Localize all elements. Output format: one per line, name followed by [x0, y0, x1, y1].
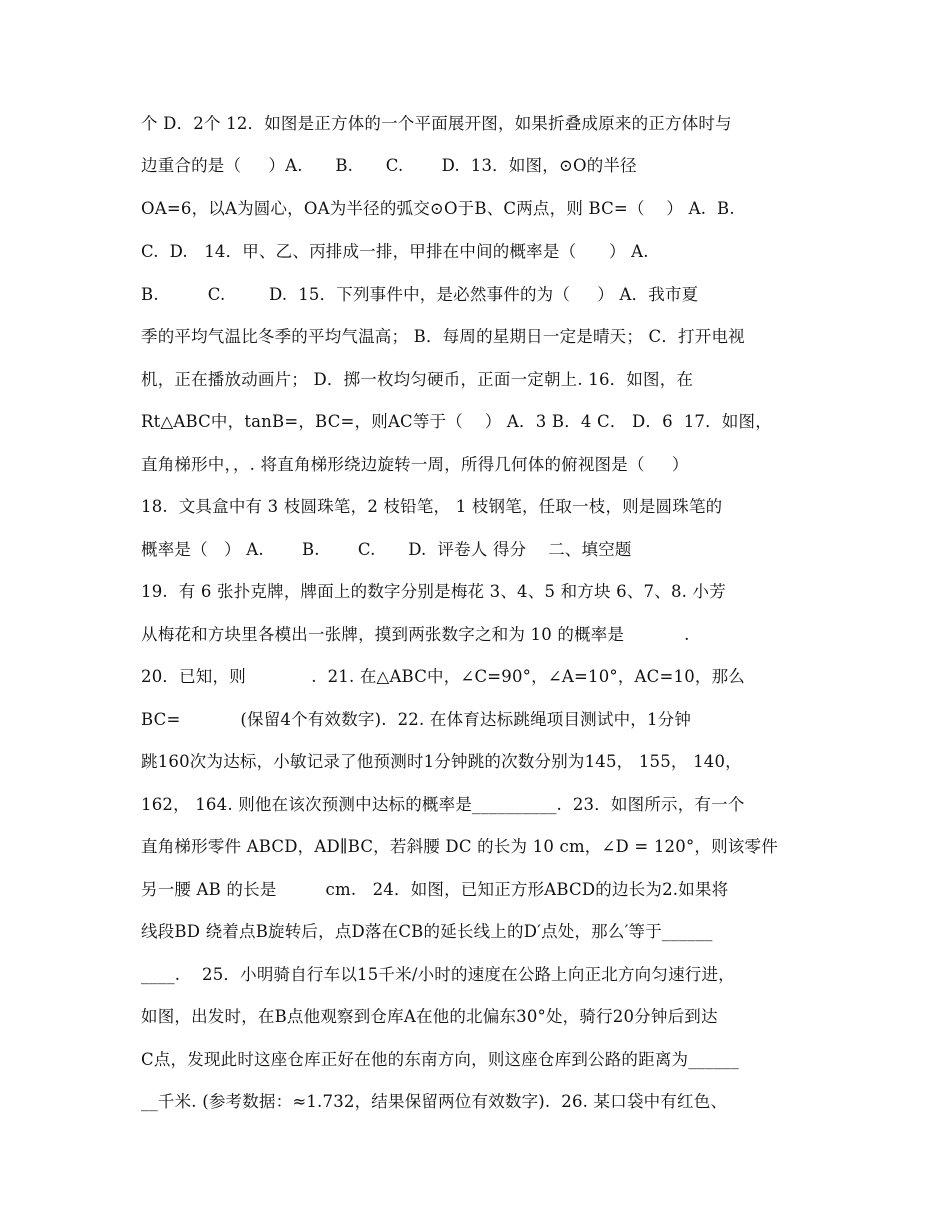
text-line: 从梅花和方块里各模出一张牌，摸到两张数字之和为 10 的概率是 .	[141, 625, 690, 644]
text-line: ____. 25．小明骑自行车以15千米/小时的速度在公路上向正北方向匀速行进，	[141, 965, 735, 984]
text-line: C点，发现此时这座仓库正好在他的东南方向，则这座仓库到公路的距离为______	[141, 1050, 739, 1069]
text-line: 个 D．2个 12．如图是正方体的一个平面展开图，如果折叠成原来的正方体时与	[141, 114, 732, 133]
text-line: 20．已知，则 . 21. 在△ABC中，∠C=90°，∠A=10°，AC=10，那么	[141, 667, 746, 686]
text-line: 另一腰 AB 的长是 cm. 24．如图，已知正方形ABCD的边长为2.如果将	[141, 880, 729, 899]
text-line: 如图，出发时，在B点他观察到仓库A在他的北偏东30°处，骑行20分钟后到达	[141, 1007, 718, 1026]
text-line: 线段BD 绕着点B旋转后，点D落在CB的延长线上的D′点处，那么′等于______	[141, 922, 713, 941]
text-line: BC= (保留4个有效数字). 22. 在体育达标跳绳项目测试中，1分钟	[141, 710, 692, 729]
text-line: 18. 文具盒中有 3 枝圆珠笔，2 枝铅笔， 1 枝钢笔，任取一枝，则是圆珠笔的	[141, 497, 723, 516]
text-line: Rt△ABC中，tanB=，BC=，则AC等于（ ） A．3 B．4 C． D．6 17．如图，	[141, 412, 772, 431]
text-line: __千米. (参考数据：≈1.732，结果保留两位有效数字). 26. 某口袋中有红色、	[141, 1092, 728, 1111]
text-line: 跳160次为达标，小敏记录了他预测时1分钟跳的次数分别为145， 155， 140，	[141, 752, 742, 771]
text-line: 19. 有 6 张扑克牌，牌面上的数字分别是梅花 3、4、5 和方块 6、7、8. 小芳	[141, 582, 726, 601]
text-line: 季的平均气温比冬季的平均气温高； B．每周的星期日一定是晴天； C．打开电视	[141, 327, 745, 346]
text-line: 机，正在播放动画片； D．掷一枚均匀硬币，正面一定朝上. 16．如图，在	[141, 370, 694, 389]
text-line: 162， 164. 则他在该次预测中达标的概率是__________. 23．如图所示，有一个	[141, 795, 745, 814]
text-line: 概率是（ ） A. B. C. D. 评卷人 得分 二、填空题	[141, 540, 632, 559]
text-line: 直角梯形零件 ABCD，AD∥BC，若斜腰 DC 的长为 10 cm，∠D = 120°，则该零件	[141, 837, 778, 856]
text-line: 直角梯形中，，. 将直角梯形绕边旋转一周，所得几何体的俯视图是（ ）	[141, 455, 689, 474]
text-line: B. C. D. 15．下列事件中，是必然事件的为（ ） A．我市夏	[141, 285, 699, 304]
text-line: OA=6，以A为圆心，OA为半径的弧交⊙O于B、C两点，则 BC=（ ） A. B.	[141, 199, 735, 218]
text-line: C. D. 14．甲、乙、丙排成一排，甲排在中间的概率是（ ） A.	[141, 242, 649, 261]
text-line: 边重合的是（ ）A. B. C. D. 13．如图，⊙O的半径	[141, 156, 637, 175]
